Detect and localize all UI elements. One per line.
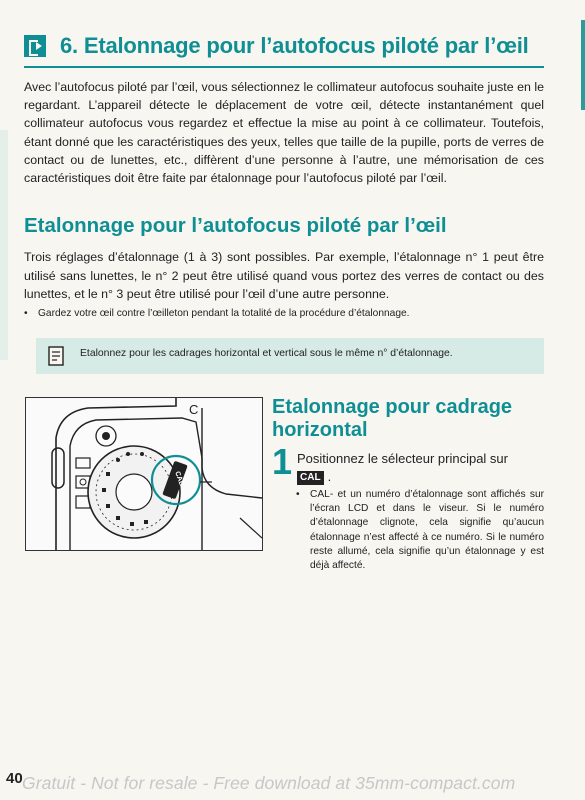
chapter-play-icon bbox=[24, 35, 46, 57]
page-edge-strip bbox=[0, 130, 8, 360]
intro-paragraph: Avec l’autofocus piloté par l’œil, vous sélectionnez le collimateur autofocus souhaite juste en le regardant. L’appareil détecte le déplacement de votre œil, détecte instantanément quel collimateur autofocus vous regardez et effectue la mise au point à ce collimateur. Toutefois, étant donné que les caractéristiques des yeux, telles que taille de la pupille, ports de verres de contact ou de lunettes, etc., diffèrent d’une personne à l’autre, une mémorisation de ces caractéristiques doit être faite par étalonnage pour l’autofocus piloté par l’œil. bbox=[24, 80, 544, 186]
page-number: 40 bbox=[6, 770, 23, 787]
camera-dial-illustration bbox=[25, 397, 263, 551]
dial-cal-mark: CAL bbox=[173, 470, 185, 487]
chapter-heading bbox=[24, 30, 554, 62]
memo-icon bbox=[48, 346, 64, 366]
section-bullet-text: Gardez votre œil contre l’œilleton pendant la totalité de la procédure d’étalonnage. bbox=[38, 308, 410, 319]
step-bullet bbox=[296, 488, 544, 573]
note-text: Etalonnez pour les cadrages horizontal et vertical sous le même n° d’étalonnage. bbox=[80, 348, 453, 359]
dial-c-label: C bbox=[189, 402, 199, 417]
section-bullet bbox=[24, 307, 544, 321]
bullet-marker: • bbox=[24, 308, 28, 319]
section-paragraph: Trois réglages d’étalonnage (1 à 3) sont possibles. Par exemple, l’étalonnage n° 1 peut être utilisé sans lunettes, le n° 2 peut être utilisé quand vous portez des verres de contact ou des lunettes, et le n° 3 peut être utilisé pour l’œil d’une autre personne. bbox=[24, 250, 544, 302]
step-bullet-text: CAL- et un numéro d’étalonnage sont affichés sur l’écran LCD et dans le viseur. Si le numéro d’étalonnage clignote, cela signifie qu’aucun étalonnage n’est affecté à ce numéro. Si le numéro reste allumé, cela signifie qu’un étalonnage y est déjà affecté. bbox=[310, 489, 544, 572]
cal-badge: CAL bbox=[297, 471, 324, 485]
step-bullet-marker: • bbox=[296, 489, 300, 500]
note-box bbox=[36, 338, 544, 374]
step-text-after: . bbox=[327, 469, 332, 484]
section-title: Etalonnage pour l’autofocus piloté par l’œil bbox=[24, 214, 447, 237]
step-number: 1 bbox=[272, 441, 293, 482]
title-divider bbox=[24, 66, 544, 68]
subsection-title: Etalonnage pour cadrage horizontal bbox=[272, 396, 513, 441]
step-text-before: Positionnez le sélecteur principal sur bbox=[297, 451, 508, 466]
camera-top-drawing bbox=[26, 398, 262, 550]
page-edge-rule bbox=[581, 20, 585, 110]
step-instruction bbox=[297, 450, 547, 486]
footer-watermark: Gratuit - Not for resale - Free download at 35mm-compact.com bbox=[22, 773, 516, 793]
chapter-title: 6. Etalonnage pour l’autofocus piloté par l’œil bbox=[60, 33, 529, 58]
